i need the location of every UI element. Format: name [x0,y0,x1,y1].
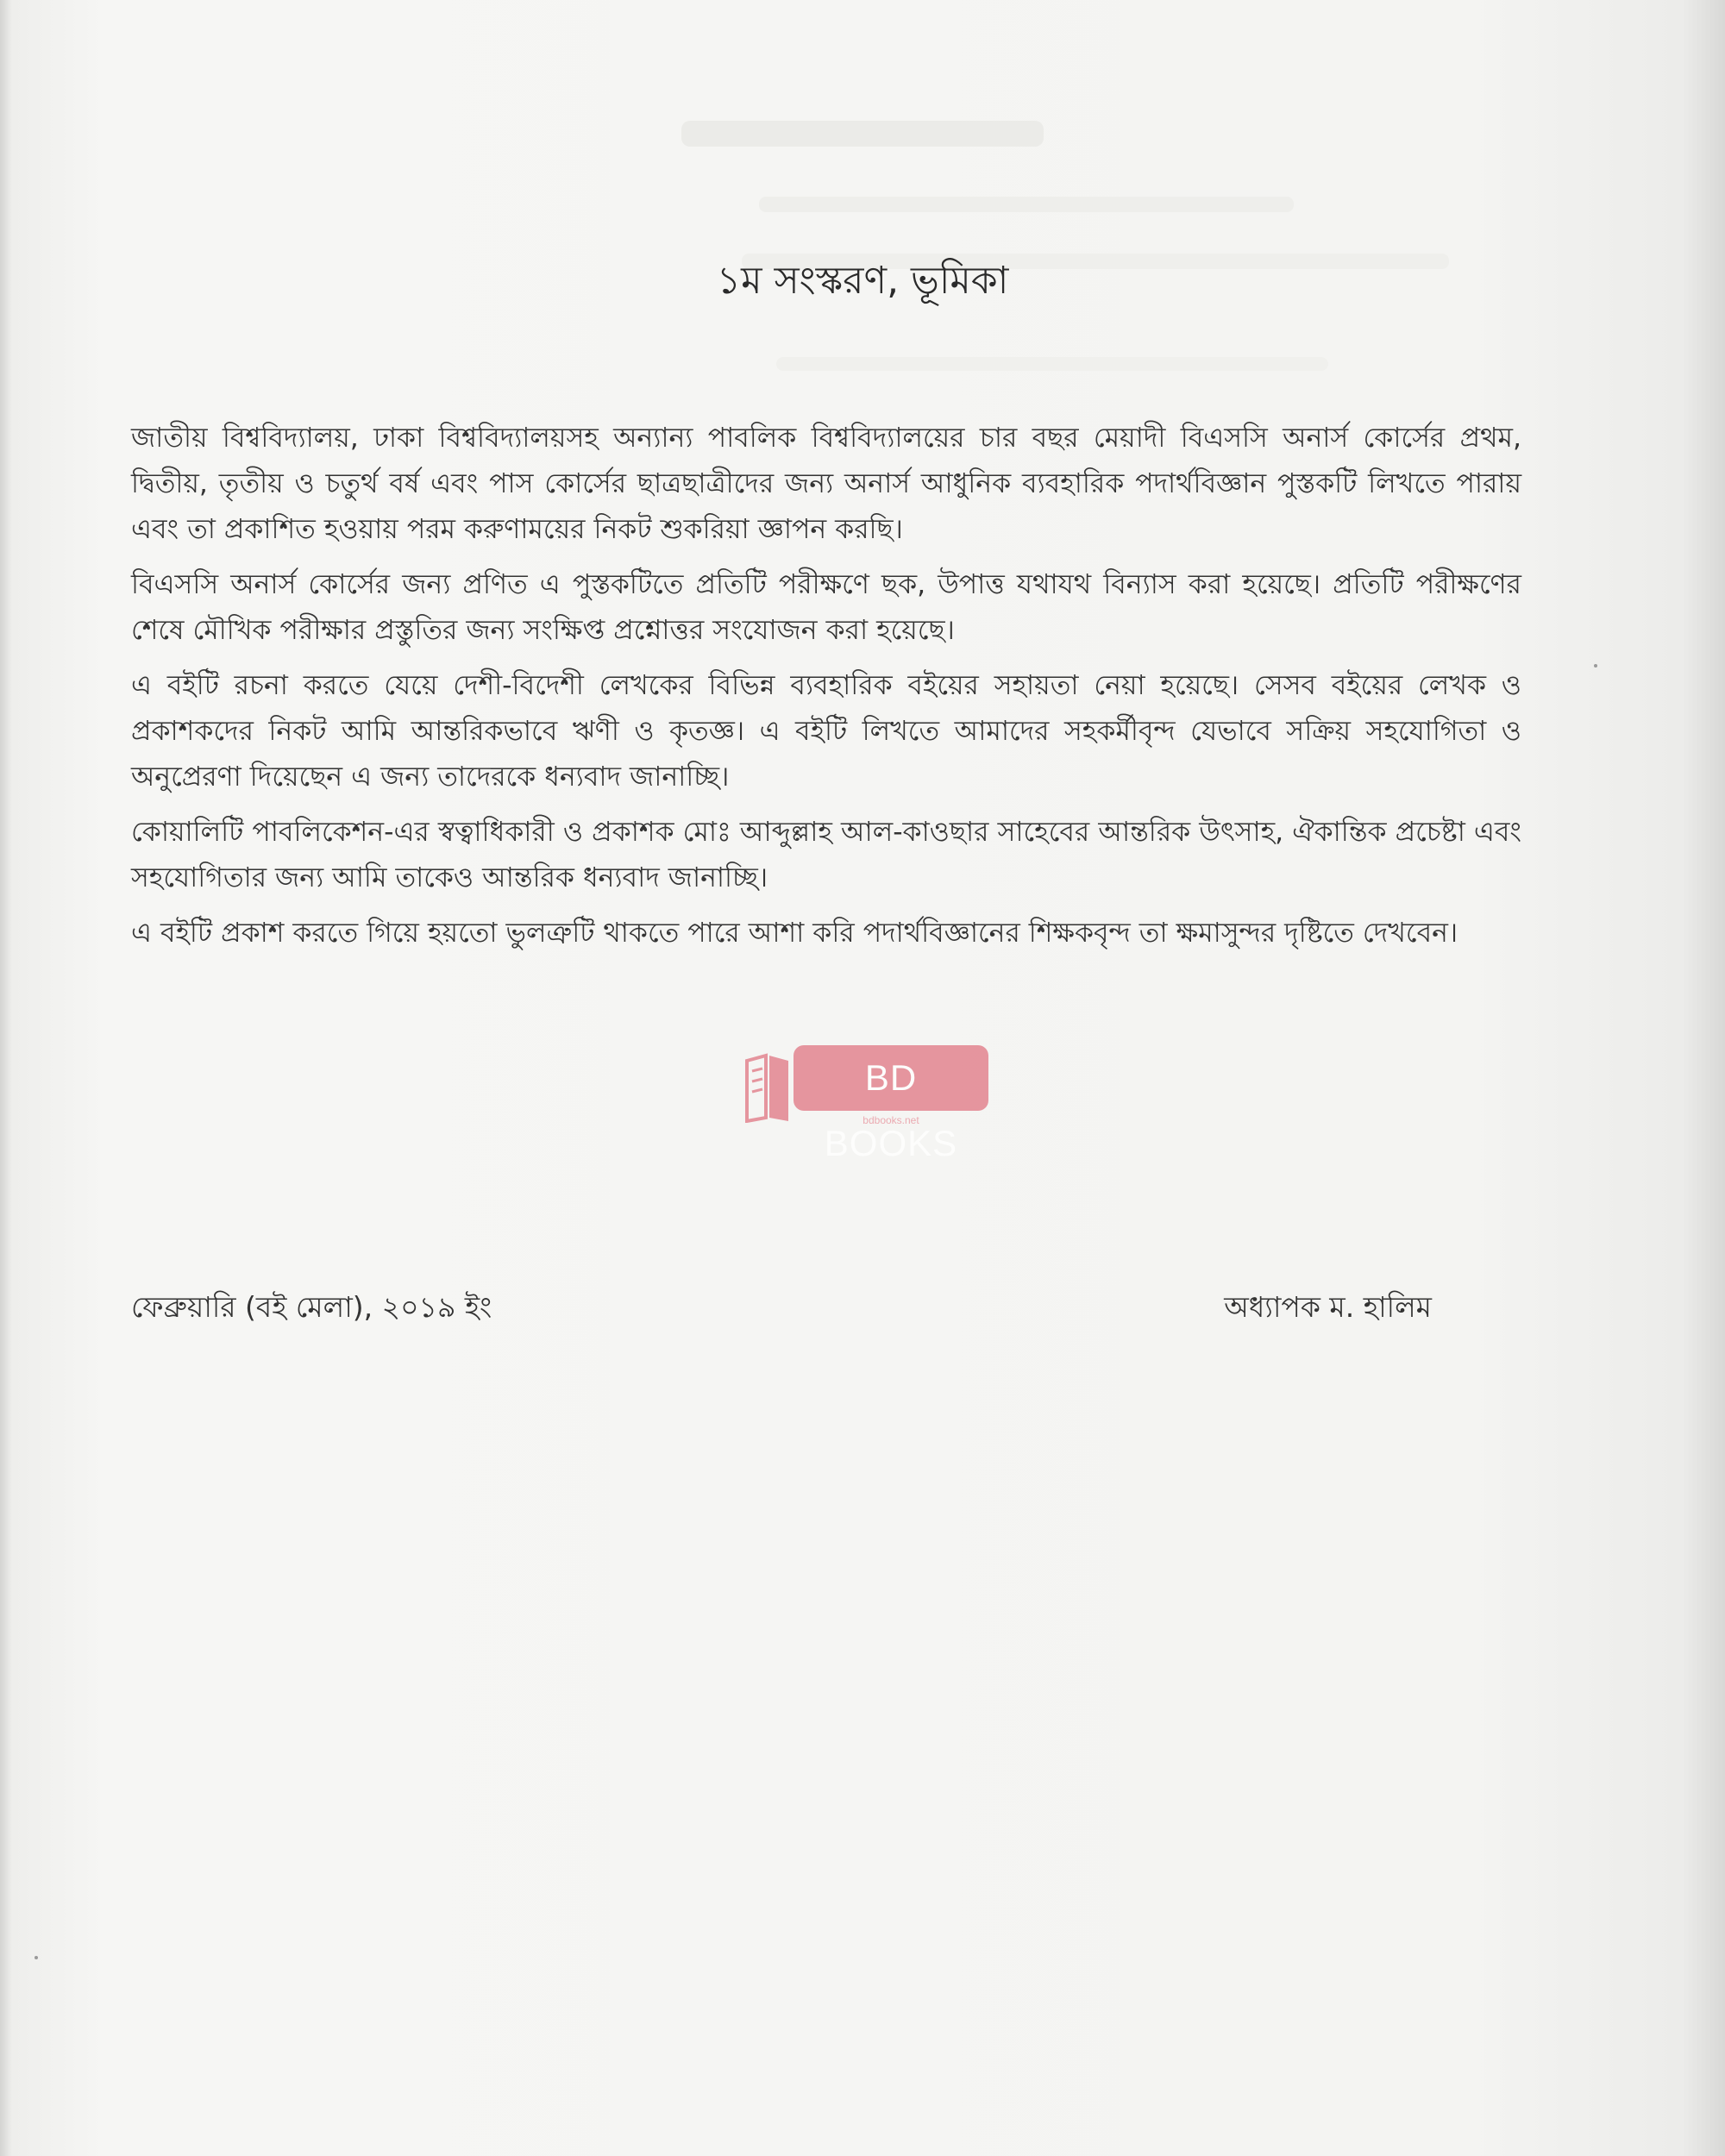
bd-books-watermark [743,1045,994,1163]
watermark-url: bdbooks.net [862,1114,919,1126]
show-through-shadow [681,121,1044,147]
show-through-shadow [776,357,1328,371]
author-signature: অধ্যাপক ম. হালিম [1224,1290,1432,1324]
preface-paragraph: এ বইটি রচনা করতে যেয়ে দেশী-বিদেশী লেখকের বিভিন্ন ব্যবহারিক বইয়ের সহায়তা নেয়া হয়েছে। সেসব বইয়ের লেখক ও প্রকাশকদের নিকট আমি আন্তরিকভাবে ঋণী ও কৃতজ্ঞ। এ বইটি লিখতে আমাদের সহকর্মীবৃন্দ যেভাবে সক্রিয় সহযোগিতা ও অনুপ্রেরণা দিয়েছেন এ জন্য তাদেরকে ধন্যবাদ জানাচ্ছি। [131,670,1521,793]
paper-speck [1594,664,1597,667]
preface-body [131,416,1521,966]
preface-paragraph: জাতীয় বিশ্ববিদ্যালয়, ঢাকা বিশ্ববিদ্যালয়সহ অন্যান্য পাবলিক বিশ্ববিদ্যালয়ের চার বছর মেয়াদী বিএসসি অনার্স কোর্সের প্রথম, দ্বিতীয়, তৃতীয় ও চতুর্থ বর্ষ এবং পাস কোর্সের ছাত্রছাত্রীদের জন্য অনার্স আধুনিক ব্যবহারিক পদার্থবিজ্ঞান পুস্তকটি লিখতে পারায় এবং তা প্রকাশিত হওয়ায় পরম করুণাময়ের নিকট শুকরিয়া জ্ঞাপন করছি। [131,423,1521,545]
watermark-brand: BD BOOKS [794,1045,988,1111]
preface-paragraph: কোয়ালিটি পাবলিকেশন-এর স্বত্বাধিকারী ও প্রকাশক মোঃ আব্দুল্লাহ আল-কাওছার সাহেবের আন্তরিক উৎসাহ, ঐকান্তিক প্রচেষ্টা এবং সহযোগিতার জন্য আমি তাকেও আন্তরিক ধন্যবাদ জানাচ্ছি। [131,817,1521,893]
page-title: ১ম সংস্করণ, ভূমিকা [716,259,1009,303]
preface-paragraph: এ বইটি প্রকাশ করতে গিয়ে হয়তো ভুলত্রুটি থাকতে পারে আশা করি পদার্থবিজ্ঞানের শিক্ষকবৃন্দ তা ক্ষমাসুন্দর দৃষ্টিতে দেখবেন। [131,918,1458,949]
open-book-icon [743,1052,792,1123]
preface-paragraph: বিএসসি অনার্স কোর্সের জন্য প্রণিত এ পুস্তকটিতে প্রতিটি পরীক্ষণে ছক, উপাত্ত যথাযথ বিন্যাস করা হয়েছে। প্রতিটি পরীক্ষণের শেষে মৌখিক পরীক্ষার প্রস্তুতির জন্য সংক্ষিপ্ত প্রশ্নোত্তর সংযোজন করা হয়েছে। [131,569,1521,646]
paper-speck [34,1956,38,1959]
publication-date: ফেব্রুয়ারি (বই মেলা), ২০১৯ ইং [131,1290,492,1324]
show-through-shadow [759,197,1294,212]
